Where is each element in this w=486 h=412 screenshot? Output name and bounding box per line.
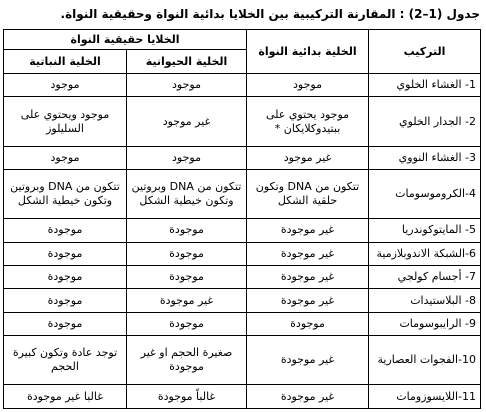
- cell-structure: 2- الجدار الخلوي: [369, 97, 481, 146]
- header-prokaryote: الخلية بدائية النواة: [247, 30, 369, 74]
- cell-plant: موجودة: [4, 312, 127, 335]
- comparison-table: [3, 29, 481, 409]
- cell-animal: موجودة: [127, 219, 247, 242]
- cell-prokaryote: موجود: [247, 74, 369, 97]
- table-body: [4, 74, 481, 409]
- table-header: [4, 30, 481, 74]
- cell-animal: موجود: [127, 146, 247, 169]
- table-row: [4, 170, 481, 219]
- table-row: [4, 74, 481, 97]
- cell-structure: 9- الرايبوسومات: [369, 312, 481, 335]
- table-row: [4, 312, 481, 335]
- cell-structure: 10-الفجوات العصارية: [369, 336, 481, 385]
- cell-prokaryote: موجود يحتوي على ببتيدوكلايكان *: [247, 97, 369, 146]
- cell-structure: 7- أجسام كولجي: [369, 266, 481, 289]
- cell-structure: 1- الغشاء الخلوي: [369, 74, 481, 97]
- cell-animal: غير موجود: [127, 97, 247, 146]
- cell-prokaryote: غير موجودة: [247, 336, 369, 385]
- cell-prokaryote: تتكون من DNA وتكون حلقية الشكل: [247, 170, 369, 219]
- cell-animal: غير موجودة: [127, 289, 247, 312]
- cell-prokaryote: غير موجودة: [247, 385, 369, 409]
- table-row: [4, 266, 481, 289]
- cell-animal: موجودة: [127, 266, 247, 289]
- table-row: [4, 385, 481, 409]
- cell-prokaryote: غير موجود: [247, 146, 369, 169]
- table-row: [4, 219, 481, 242]
- cell-animal: موجود: [127, 74, 247, 97]
- cell-structure: 5- المايتوكوندريا: [369, 219, 481, 242]
- cell-plant: موجودة: [4, 266, 127, 289]
- cell-prokaryote: موجودة: [247, 312, 369, 335]
- cell-plant: تتكون من DNA وبروتين وتكون خيطية الشكل: [4, 170, 127, 219]
- cell-structure: 8- البلاستيدات: [369, 289, 481, 312]
- cell-structure: 4-الكروموسومات: [369, 170, 481, 219]
- header-eukaryote-group: الخلايا حقيقية النواة: [4, 30, 247, 50]
- cell-animal: موجودة: [127, 242, 247, 265]
- cell-plant: موجود: [4, 74, 127, 97]
- cell-prokaryote: غير موجودة: [247, 242, 369, 265]
- cell-structure: 3- الغشاء النووي: [369, 146, 481, 169]
- cell-animal: صغيرة الحجم او غير موجودة: [127, 336, 247, 385]
- cell-prokaryote: غير موجودة: [247, 266, 369, 289]
- table-row: [4, 289, 481, 312]
- cell-animal: تتكون من DNA وبروتين وتكون خيطية الشكل: [127, 170, 247, 219]
- header-structure: التركيب: [369, 30, 481, 74]
- cell-plant: موجودة: [4, 289, 127, 312]
- header-row-top: [4, 30, 481, 50]
- cell-structure: 6-الشبكة الاندوبلازمية: [369, 242, 481, 265]
- header-animal: الخلية الحيوانية: [127, 50, 247, 74]
- table-row: [4, 336, 481, 385]
- cell-plant: توجد عادة وتكون كبيرة الحجم: [4, 336, 127, 385]
- cell-plant: موجود ويحتوي على السليلوز: [4, 97, 127, 146]
- cell-animal: موجودة: [127, 312, 247, 335]
- cell-structure: 11-اللايسوزومات: [369, 385, 481, 409]
- cell-prokaryote: غير موجودة: [247, 219, 369, 242]
- header-plant: الخلية النباتية: [4, 50, 127, 74]
- table-row: [4, 146, 481, 169]
- cell-animal: غالباً موجودة: [127, 385, 247, 409]
- cell-plant: موجودة: [4, 219, 127, 242]
- cell-plant: موجود: [4, 146, 127, 169]
- cell-prokaryote: غير موجودة: [247, 289, 369, 312]
- cell-plant: غالبا غير موجودة: [4, 385, 127, 409]
- cell-plant: موجودة: [4, 242, 127, 265]
- table-row: [4, 97, 481, 146]
- table-caption: جدول (1–2) : المقارنة التركيبية بين الخلايا بدائية النواة وحقيقية النواة.: [60, 7, 480, 21]
- table-row: [4, 242, 481, 265]
